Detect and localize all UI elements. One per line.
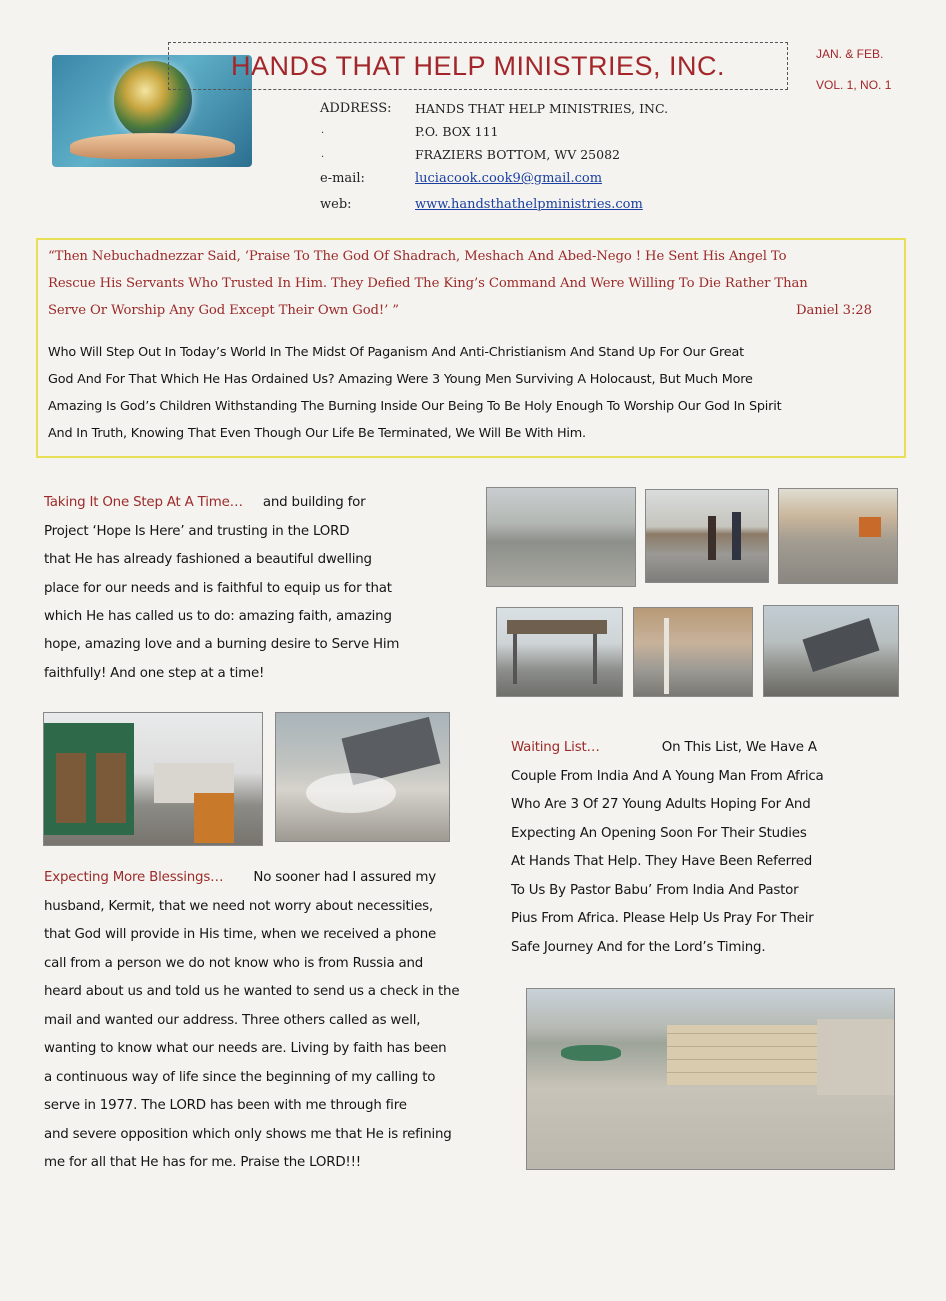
email-link[interactable]: luciacook.cook9@gmail.com xyxy=(415,171,603,186)
step-line: faithfully! And one step at a time! xyxy=(44,666,265,681)
bullet-dot: · xyxy=(321,128,325,139)
building-frame-photo xyxy=(633,607,753,697)
step-line: place for our needs and is faithful to equip us for that xyxy=(44,581,392,596)
truck-unloading-photo xyxy=(275,712,450,842)
address-label: ADDRESS: xyxy=(320,101,392,116)
step-line: that He has already fashioned a beautiful dwelling xyxy=(44,552,372,567)
blessings-line: that God will provide in His time, when we received a phone xyxy=(44,927,437,942)
gravel-lot-photo xyxy=(486,487,636,587)
website-link[interactable]: www.handsthathelpministries.com xyxy=(415,197,643,212)
dump-truck-photo xyxy=(763,605,899,697)
waiting-line: Pius From Africa. Please Help Us Pray For Their xyxy=(511,911,814,926)
blessings-line: call from a person we do not know who is from Russia and xyxy=(44,956,424,971)
reflection-line: God And For That Which He Has Ordained Us? Amazing Were 3 Young Men Surviving A Holocaust, But Much More xyxy=(48,372,753,387)
email-label: e-mail: xyxy=(320,171,365,186)
blessings-line: and severe opposition which only shows me that He is refining xyxy=(44,1127,452,1142)
carport-photo xyxy=(496,607,623,697)
blessings-line: serve in 1977. The LORD has been with me through fire xyxy=(44,1098,407,1113)
waiting-line: Safe Journey And for the Lord’s Timing. xyxy=(511,940,766,955)
gravel-path-photo xyxy=(778,488,898,584)
blessings-first-line-text: No sooner had I assured my xyxy=(253,870,436,885)
issue-volume: VOL. 1, NO. 1 xyxy=(816,78,892,92)
waiting-line: Expecting An Opening Soon For Their Studies xyxy=(511,826,807,841)
blessings-line: heard about us and told us he wanted to send us a check in the xyxy=(44,984,460,999)
workers-photo xyxy=(645,489,769,583)
address-line: FRAZIERS BOTTOM, WV 25082 xyxy=(415,147,620,162)
masthead-title: HANDS THAT HELP MINISTRIES, INC. xyxy=(168,42,788,90)
scripture-line: “Then Nebuchadnezzar Said, ‘Praise To The God Of Shadrach, Meshach And Abed-Nego ! He Sent His Angel To xyxy=(48,249,787,264)
blessings-line: mail and wanted our address. Three others called as well, xyxy=(44,1013,421,1028)
blessings-line: a continuous way of life since the beginning of my calling to xyxy=(44,1070,436,1085)
reflection-line: Amazing Is God’s Children Withstanding The Burning Inside Our Being To Be Holy Enough To Worship Our God In Spirit xyxy=(48,399,782,414)
waiting-first-line-text: On This List, We Have A xyxy=(661,740,817,755)
address-line: P.O. BOX 111 xyxy=(415,124,499,139)
blessings-line: husband, Kermit, that we need not worry about necessities, xyxy=(44,899,433,914)
waiting-line: At Hands That Help. They Have Been Referred xyxy=(511,854,813,869)
scripture-line: Rescue His Servants Who Trusted In Him. They Defied The King’s Command And Were Willing To Die Rather Than xyxy=(48,276,808,291)
waiting-first-line xyxy=(511,734,817,762)
blessings-line: wanting to know what our needs are. Living by faith has been xyxy=(44,1041,447,1056)
step-heading: Taking It One Step At A Time… xyxy=(44,495,243,510)
web-label: web: xyxy=(320,197,352,212)
garage-photo xyxy=(43,712,263,846)
blessings-first-line xyxy=(44,864,436,892)
waiting-line: Who Are 3 Of 27 Young Adults Hoping For And xyxy=(511,797,811,812)
block-wall-photo xyxy=(526,988,895,1170)
reflection-line: And In Truth, Knowing That Even Though Our Life Be Terminated, We Will Be With Him. xyxy=(48,426,586,441)
step-first-line-text: and building for xyxy=(262,495,366,510)
blessings-heading: Expecting More Blessings… xyxy=(44,870,224,885)
scripture-line: Serve Or Worship Any God Except Their Own God!’ ” xyxy=(48,303,399,318)
reflection-line: Who Will Step Out In Today’s World In The Midst Of Paganism And Anti-Christianism And Stand Up For Our Great xyxy=(48,345,744,360)
waiting-line: Couple From India And A Young Man From Africa xyxy=(511,769,824,784)
address-line: HANDS THAT HELP MINISTRIES, INC. xyxy=(415,101,669,116)
blessings-line: me for all that He has for me. Praise the LORD!!! xyxy=(44,1155,361,1170)
step-line: which He has called us to do: amazing faith, amazing xyxy=(44,609,392,624)
step-line: hope, amazing love and a burning desire to Serve Him xyxy=(44,637,400,652)
bullet-dot: · xyxy=(321,152,325,163)
waiting-line: To Us By Pastor Babu’ From India And Pastor xyxy=(511,883,799,898)
scripture-reference: Daniel 3:28 xyxy=(796,303,872,318)
waiting-heading: Waiting List… xyxy=(511,740,600,755)
step-first-line xyxy=(44,489,365,517)
step-line: Project ‘Hope Is Here’ and trusting in the LORD xyxy=(44,524,350,539)
issue-date: JAN. & FEB. xyxy=(816,47,884,61)
hands-icon xyxy=(70,133,235,159)
